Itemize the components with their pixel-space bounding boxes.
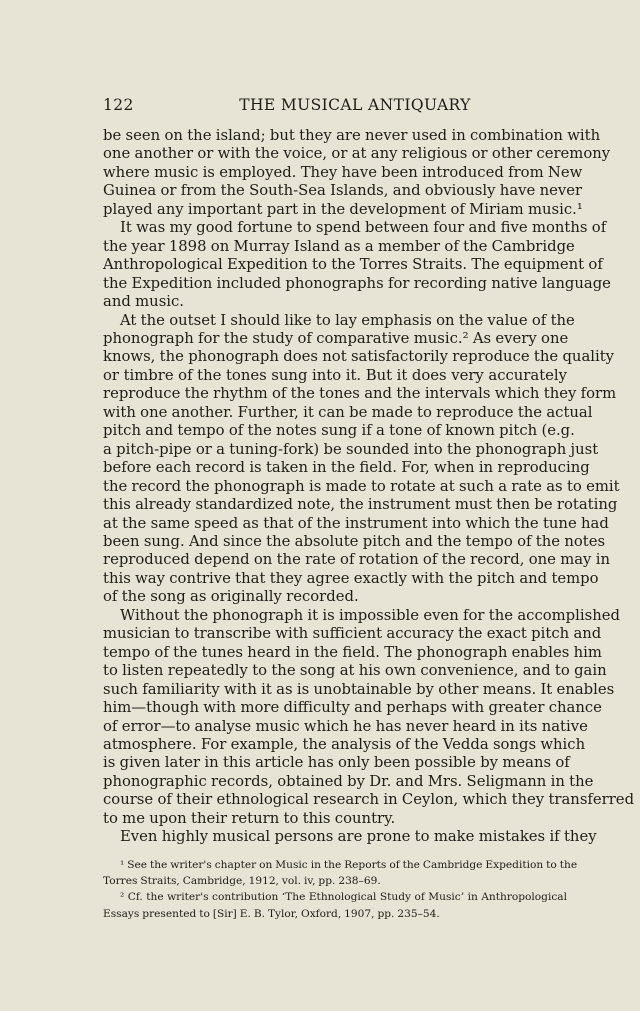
text-line: pitch and tempo of the notes sung if a tone of known pitch (e.g. [103,422,575,440]
text-line: Even highly musical persons are prone to make mistakes if they [120,828,597,846]
text-line: reproduced depend on the rate of rotation of the record, one may in [103,551,610,569]
body-text [103,127,635,847]
text-line: to listen repeatedly to the song at his own convenience, and to gain [103,662,607,680]
footnote-line: Essays presented to [Sir] E. B. Tylor, Oxford, 1907, pp. 235–54. [103,907,440,920]
text-line: Guinea or from the South-Sea Islands, and obviously have never [103,182,583,200]
text-line: It was my good fortune to spend between four and five months of [120,219,607,237]
text-line: a pitch-pipe or a tuning-fork) be sounded into the phonograph just [103,440,599,458]
text-line: before each record is taken in the field. For, when in reproducing [103,459,590,477]
text-line: with one another. Further, it can be made to reproduce the actual [103,403,593,421]
text-line: been sung. And since the absolute pitch and the tempo of the notes [103,532,606,550]
footnote-line: ² Cf. the writer's contribution ‘The Ethnological Study of Music’ in Anthropological [120,891,567,904]
text-line: of error—to analyse music which he has never heard in its native [103,717,588,735]
text-line: of the song as originally recorded. [103,588,359,606]
text-line: atmosphere. For example, the analysis of the Vedda songs which [103,735,586,753]
text-line: where music is employed. They have been introduced from New [103,163,583,181]
text-line: Without the phonograph it is impossible even for the accomplished [120,606,620,624]
text-line: reproduce the rhythm of the tones and the intervals which they form [103,385,617,403]
text-line: him—though with more difficulty and perhaps with greater chance [103,699,602,717]
footnotes [103,857,578,922]
text-line: At the outset I should like to lay emphasis on the value of the [120,311,575,329]
text-line: knows, the phonograph does not satisfactorily reproduce the quality [103,348,615,366]
text-line: the Expedition included phonographs for recording native language [103,274,611,292]
text-line: is given later in this article has only been possible by means of [103,754,570,772]
page-number: 122 [103,96,134,114]
text-line: tempo of the tunes heard in the field. The phonograph enables him [103,643,602,661]
text-line: musician to transcribe with sufficient accuracy the exact pitch and [103,625,602,643]
text-line: this way contrive that they agree exactly with the pitch and tempo [103,569,599,587]
text-line: course of their ethnological research in Ceylon, which they transferred [103,791,635,809]
running-title: THE MUSICAL ANTIQUARY [239,96,471,114]
text-line: be seen on the island; but they are never used in combination with [103,127,601,144]
page-header [103,96,567,118]
text-line: and music. [103,293,185,311]
text-line: played any important part in the development of Miriam music.¹ [103,200,583,218]
text-line: to me upon their return to this country. [103,809,396,827]
text-line: or timbre of the tones sung into it. But it does very accurately [103,366,567,384]
footnote-line: ¹ See the writer's chapter on Music in the Reports of the Cambridge Expedition to the [120,859,578,871]
text-line: the record the phonograph is made to rotate at such a rate as to emit [103,477,620,495]
text-line: phonographic records, obtained by Dr. and Mrs. Seligmann in the [103,772,594,790]
text-line: at the same speed as that of the instrument into which the tune had [103,514,609,532]
footnote-line: Torres Straits, Cambridge, 1912, vol. iv, pp. 238–69. [103,875,381,888]
text-line: this already standardized note, the instrument must then be rotating [103,496,618,514]
text-line: such familiarity with it as is unobtainable by other means. It enables [103,680,615,698]
text-line: one another or with the voice, or at any religious or other ceremony [103,145,611,163]
text-line: the year 1898 on Murray Island as a member of the Cambridge [103,237,575,255]
text-line: Anthropological Expedition to the Torres Straits. The equipment of [103,256,603,274]
text-line: phonograph for the study of comparative music.² As every one [103,329,569,347]
